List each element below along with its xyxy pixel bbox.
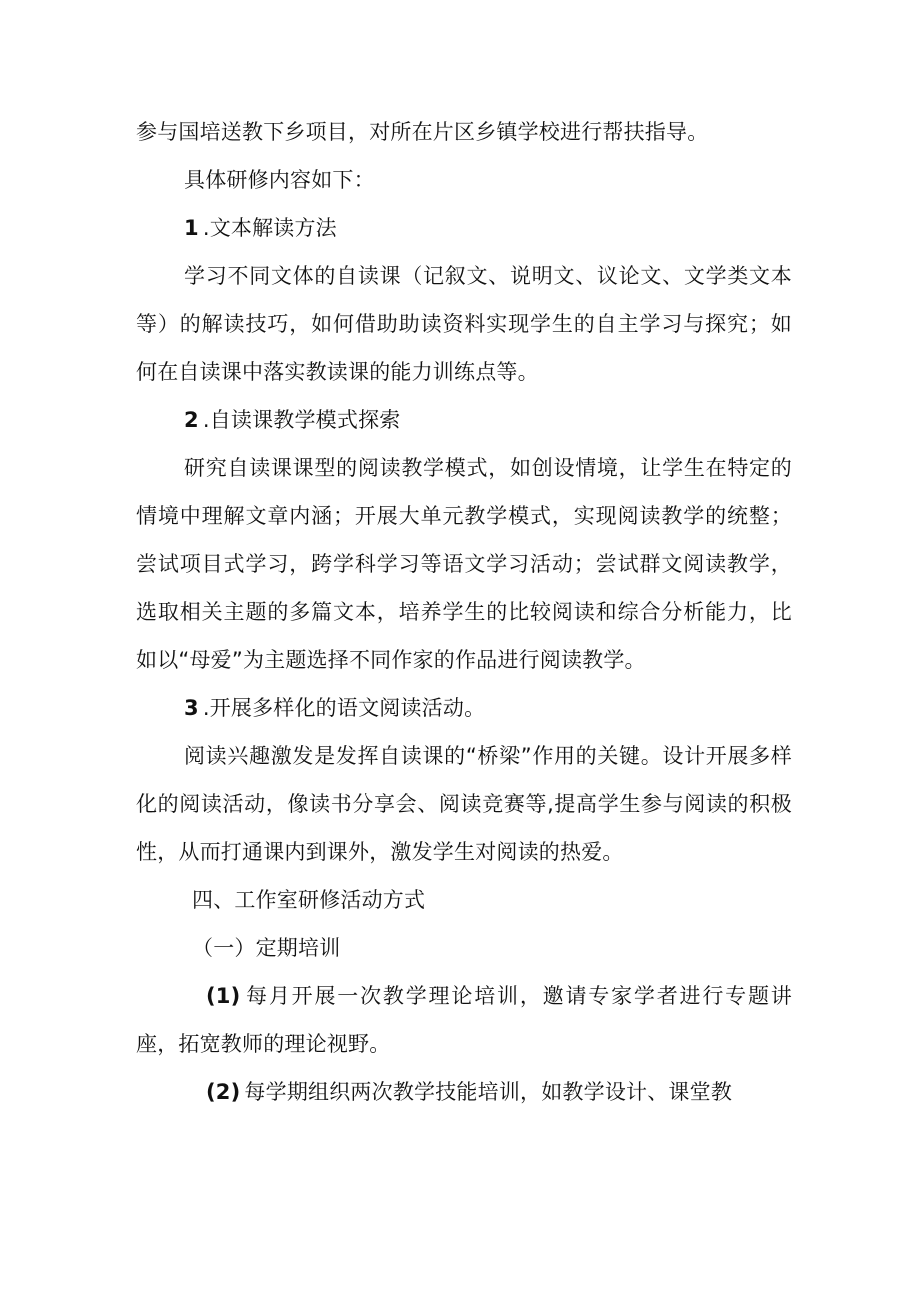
list-item-theory-training: [136, 972, 792, 1068]
heading-reading-activities: [136, 684, 792, 732]
heading-label: .文本解读方法: [202, 216, 337, 240]
heading-text-interpretation: [136, 204, 792, 252]
heading-number: 2: [184, 408, 199, 432]
heading-label: .自读课教学模式探索: [202, 408, 401, 432]
heading-number: 1: [184, 216, 199, 240]
list-item-number: (1): [206, 984, 241, 1008]
list-item-number: (2): [206, 1080, 241, 1104]
heading-label: .开展多样化的语文阅读活动。: [202, 696, 486, 720]
heading-number: 3: [184, 696, 199, 720]
paragraph-reading-activities: 阅读兴趣激发是发挥自读课的“桥梁”作用的关键。设计开展多样化的阅读活动，像读书分享会、阅读竞赛等,提高学生参与阅读的积极性，从而打通课内到课外，激发学生对阅读的热爱。: [136, 744, 792, 864]
paragraph-teaching-mode: 研究自读课课型的阅读教学模式，如创设情境，让学生在特定的情境中理解文章内涵；开展大单元教学模式，实现阅读教学的统整；尝试项目式学习，跨学科学习等语文学习活动；尝试群文阅读教学，选取相关主题的多篇文本，培养学生的比较阅读和综合分析能力，比如以“母爱”为主题选择不同作家的作品进行阅读教学。: [136, 456, 792, 672]
paragraph-continuation: 参与国培送教下乡项目，对所在片区乡镇学校进行帮扶指导。: [136, 120, 709, 144]
list-item-text: 每月开展一次教学理论培训，邀请专家学者进行专题讲座，拓宽教师的理论视野。: [136, 984, 792, 1056]
document-body: [136, 108, 792, 1116]
heading-teaching-mode: [136, 396, 792, 444]
paragraph-intro: 具体研修内容如下：: [184, 168, 375, 192]
subsection-heading-regular-training: （一）定期培训: [192, 936, 341, 960]
list-item-text: 每学期组织两次教学技能培训，如教学设计、课堂教: [244, 1080, 733, 1104]
section-heading-activity-methods: 四、工作室研修活动方式: [192, 888, 426, 912]
paragraph-text-interpretation: 学习不同文体的自读课（记叙文、说明文、议论文、文学类文本等）的解读技巧，如何借助助读资料实现学生的自主学习与探究；如何在自读课中落实教读课的能力训练点等。: [136, 264, 792, 384]
list-item-skill-training: [136, 1068, 792, 1116]
